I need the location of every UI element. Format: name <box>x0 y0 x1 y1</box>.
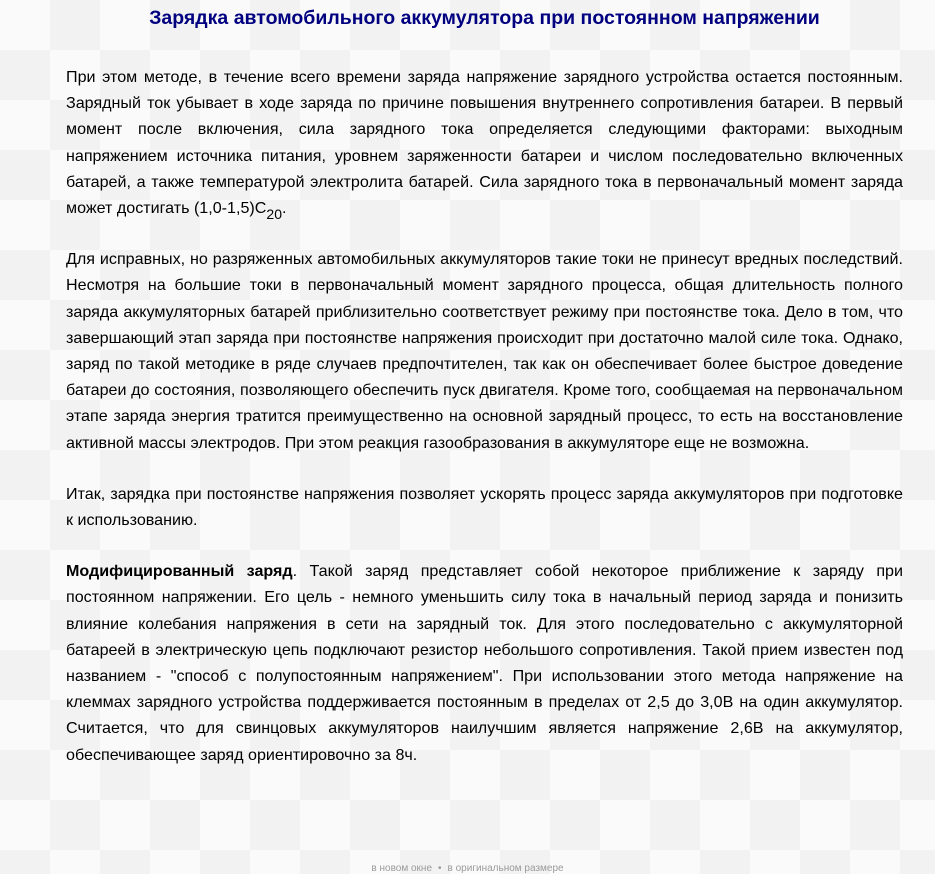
open-new-window-link[interactable]: в новом окне <box>371 863 433 874</box>
paragraph-text: . Такой заряд представляет собой некоторое приближение к заряду при постоянном напряжении. Его цель - немного уменьшить силу тока в начальный период заряда и понизить влияние колебания напряжения в сети на зарядный ток. Для этого последовательно с аккумуляторной батареей в электрическую цепь подключают резистор небольшого сопротивления. Такой прием известен под названием - "способ с полупостоянным напряжением". При использовании этого метода напряжение на клеммах зарядного устройства поддерживается постоянным в пределах от 2,5 до 3,0В на один аккумулятор. Считается, что для свинцовых аккумуляторов наилучшим является напряжение 2,6В на аккумулятор, обеспечивающее заряд ориентировочно за 8ч. <box>66 562 903 764</box>
paragraph-discharged-batteries: Для исправных, но разряженных автомобильных аккумуляторов такие токи не принесут вредных последствий. Несмотря на большие токи в первоначальный момент зарядного процесса, общая длительность полного заряда аккумуляторных батарей приблизительно соответствует режиму при постоянстве тока. Дело в том, что завершающий этап заряда при постоянстве напряжения происходит при достаточно малой силе тока. Однако, заряд по такой методике в ряде случаев предпочтителен, так как он обеспечивает более быстрое доведение батареи до состояния, позволяющего обеспечить пуск двигателя. Кроме того, сообщаемая на первоначальном этапе заряда энергия тратится преимущественно на основной зарядный процесс, то есть на восстановление активной массы электродов. При этом реакция газообразования в аккумуляторе еще не возможна. <box>66 250 903 452</box>
original-size-link[interactable]: в оригинальном размере <box>447 863 564 874</box>
article-body <box>66 64 903 768</box>
paragraph-modified-charge <box>66 558 903 768</box>
paragraph-text: При этом методе, в течение всего времени заряда напряжение зарядного устройства остается постоянным. Зарядный ток убывает в ходе заряда по причине повышения внутреннего сопротивления батареи. В первый момент после включения, сила зарядного тока определяется следующими факторами: выходным напряжением источника питания, уровнем заряженности батареи и числом последовательно включенных батарей, а также температурой электролита батарей. Сила зарядного тока в первоначальный момент заряда может достигать (1,0-1,5)С <box>66 68 903 218</box>
paragraph-conclusion: Итак, зарядка при постоянстве напряжения позволяет ускорять процесс заряда аккумуляторов при подготовке к использованию. <box>66 484 903 530</box>
paragraph-constant-voltage-method <box>66 64 903 221</box>
paragraph-end: . <box>281 199 287 218</box>
footer-separator: • <box>438 863 442 874</box>
page-title: Зарядка автомобильного аккумулятора при постоянном напряжении <box>149 7 820 29</box>
subscript-c20: 20 <box>266 206 282 223</box>
modified-charge-heading: Модифицированный заряд <box>66 562 293 581</box>
footer-links <box>0 863 935 874</box>
